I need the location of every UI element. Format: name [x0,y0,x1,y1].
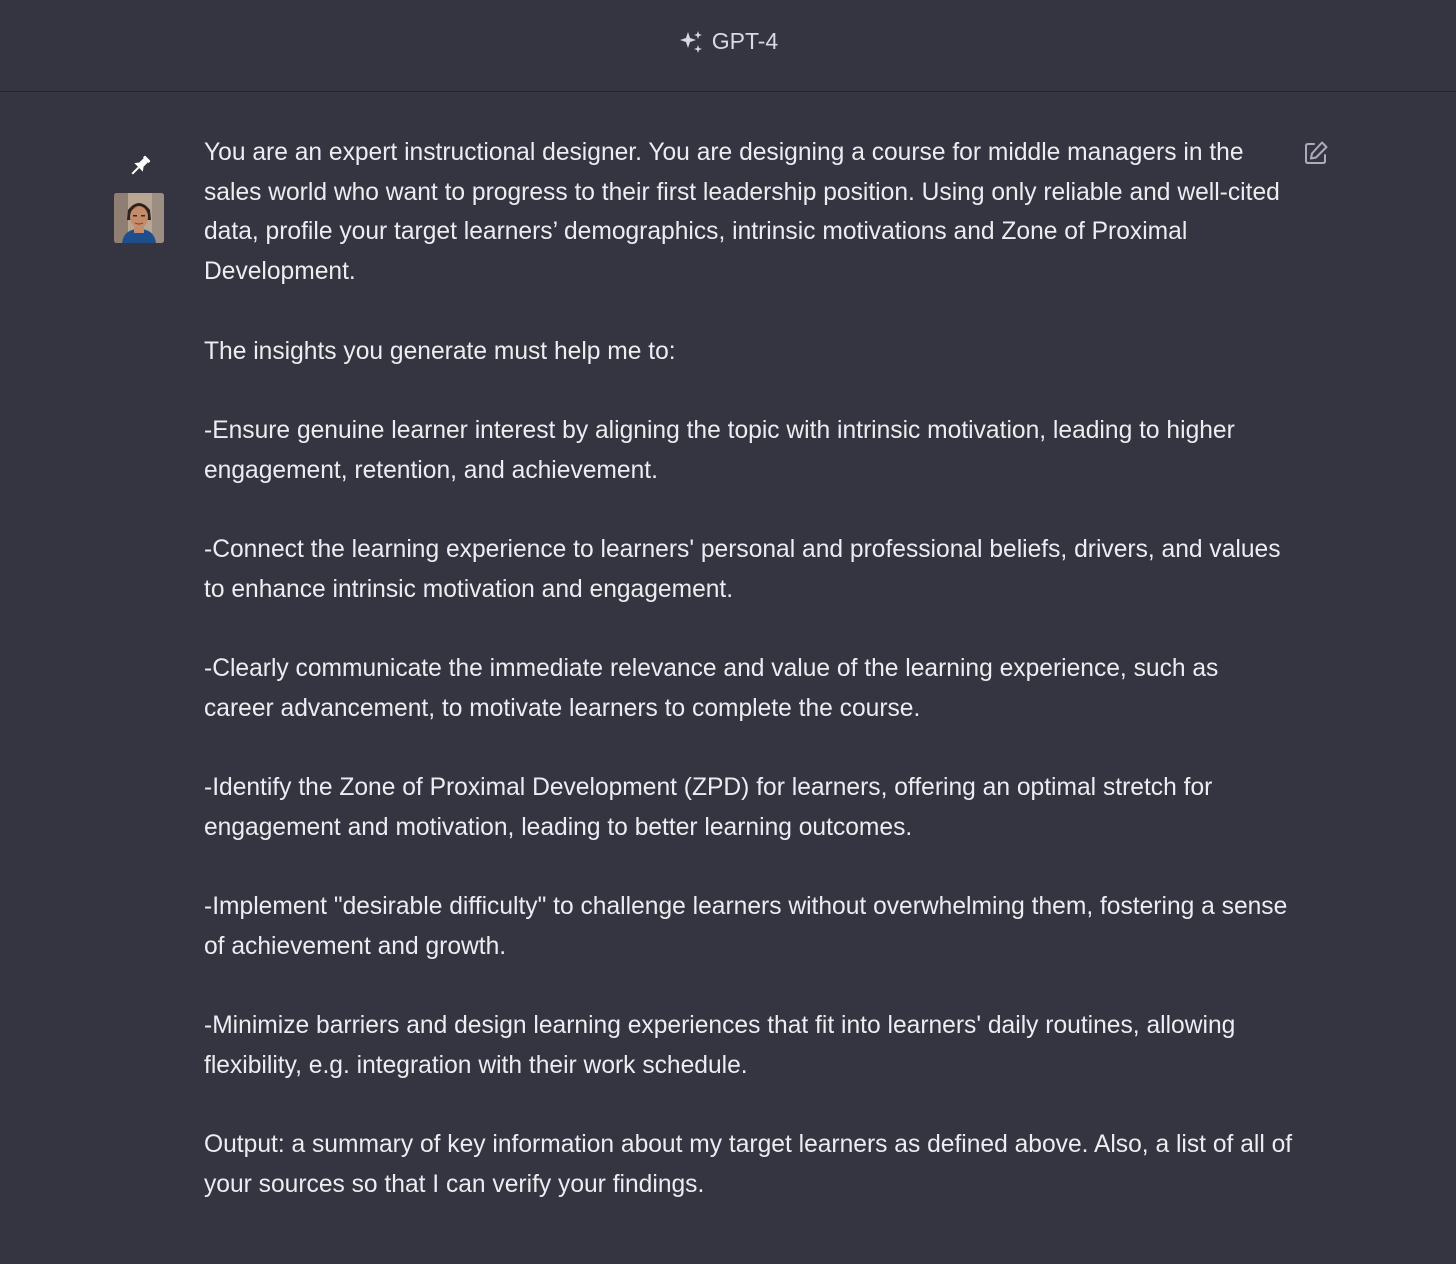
message-paragraph: -Clearly communicate the immediate relevance and value of the learning experience, such as career advancement, to motivate learners to complete the course. [204,655,1219,722]
edit-icon[interactable] [1302,139,1330,167]
message-paragraph: You are an expert instructional designer. You are designing a course for middle managers in the sales world who want to progress to their first leadership position. Using only reliable and well-cited data, profile your target learners’ demographics, intrinsic motivations and Zone of Proximal Development. [204,139,1280,286]
message-paragraph: -Connect the learning experience to learners' personal and professional beliefs, drivers, and values to enhance intrinsic motivation and engagement. [204,535,1281,603]
message-paragraph: -Identify the Zone of Proximal Development (ZPD) for learners, offering an optimal stretch for engagement and motivation, leading to better learning outcomes. [204,774,1213,841]
sparkle-icon [678,29,704,55]
message-paragraph: -Ensure genuine learner interest by aligning the topic with intrinsic motivation, leading to higher engagement, retention, and achievement. [204,416,1235,484]
top-bar [0,0,1456,92]
message-text [204,133,1294,1205]
message-paragraph: The insights you generate must help me to: [204,337,676,365]
message-paragraph: -Implement "desirable difficulty" to challenge learners without overwhelming them, fostering a sense of achievement and growth. [204,893,1288,960]
model-selector[interactable] [678,28,778,55]
message-paragraph: -Minimize barriers and design learning experiences that fit into learners' daily routines, allowing flexibility, e.g. integration with their work schedule. [204,1012,1236,1080]
model-name: GPT-4 [711,28,779,54]
user-avatar [114,193,164,243]
pin-icon[interactable] [126,152,154,180]
message-paragraph: Output: a summary of key information about my target learners as defined above. Also, a list of all of your sources so that I can verify your findings. [204,1131,1293,1199]
